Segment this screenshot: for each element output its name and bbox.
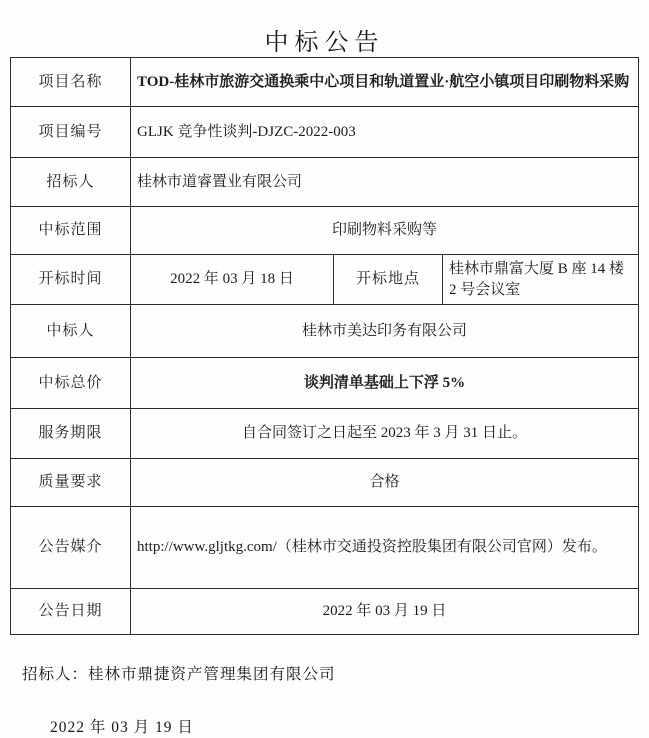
- page-title: 中标公告: [264, 30, 385, 56]
- label-bid-opening-place: 开标地点: [334, 255, 443, 305]
- label-quality-requirement: 质量要求: [11, 459, 131, 507]
- value-winning-bidder: 桂林市美达印务有限公司: [131, 305, 639, 358]
- label-announcement-date: 公告日期: [11, 589, 131, 635]
- value-project-name: TOD-桂林市旅游交通换乘中心项目和轨道置业·航空小镇项目印刷物料采购: [131, 58, 639, 107]
- row-announcement-media: [11, 507, 639, 589]
- announcement-table: [10, 57, 639, 635]
- row-project-number: [11, 107, 639, 158]
- label-tenderer: 招标人: [11, 158, 131, 207]
- value-tenderer: 桂林市道睿置业有限公司: [131, 158, 639, 207]
- footer-tenderer-line: 招标人：桂林市鼎捷资产管理集团有限公司: [22, 666, 336, 683]
- footer-date-line: 2022 年 03 月 19 日: [50, 719, 194, 736]
- value-bid-scope: 印刷物料采购等: [131, 207, 639, 255]
- row-project-name: [11, 58, 639, 107]
- value-announcement-date: 2022 年 03 月 19 日: [131, 589, 639, 635]
- value-project-number: GLJK 竞争性谈判-DJZC-2022-003: [131, 107, 639, 158]
- label-bid-opening-time: 开标时间: [11, 255, 131, 305]
- row-tenderer: [11, 158, 639, 207]
- label-announcement-media: 公告媒介: [11, 507, 131, 589]
- row-announcement-date: [11, 589, 639, 635]
- value-announcement-media: http://www.gljtkg.com/（桂林市交通投资控股集团有限公司官网）发布。: [131, 507, 639, 589]
- value-service-period: 自合同签订之日起至 2023 年 3 月 31 日止。: [131, 409, 639, 459]
- value-quality-requirement: 合格: [131, 459, 639, 507]
- value-bid-opening-time: 2022 年 03 月 18 日: [131, 255, 334, 305]
- label-winning-bidder: 中标人: [11, 305, 131, 358]
- label-bid-scope: 中标范围: [11, 207, 131, 255]
- row-quality-requirement: [11, 459, 639, 507]
- value-bid-opening-place: 桂林市鼎富大厦 B 座 14 楼 2 号会议室: [443, 255, 639, 305]
- row-winning-bidder: [11, 305, 639, 358]
- label-project-name: 项目名称: [11, 58, 131, 107]
- label-project-number: 项目编号: [11, 107, 131, 158]
- row-winning-price: [11, 358, 639, 409]
- label-service-period: 服务期限: [11, 409, 131, 459]
- row-service-period: [11, 409, 639, 459]
- row-bid-opening: [11, 255, 639, 305]
- row-bid-scope: [11, 207, 639, 255]
- label-winning-price: 中标总价: [11, 358, 131, 409]
- value-winning-price: 谈判清单基础上下浮 5%: [131, 358, 639, 409]
